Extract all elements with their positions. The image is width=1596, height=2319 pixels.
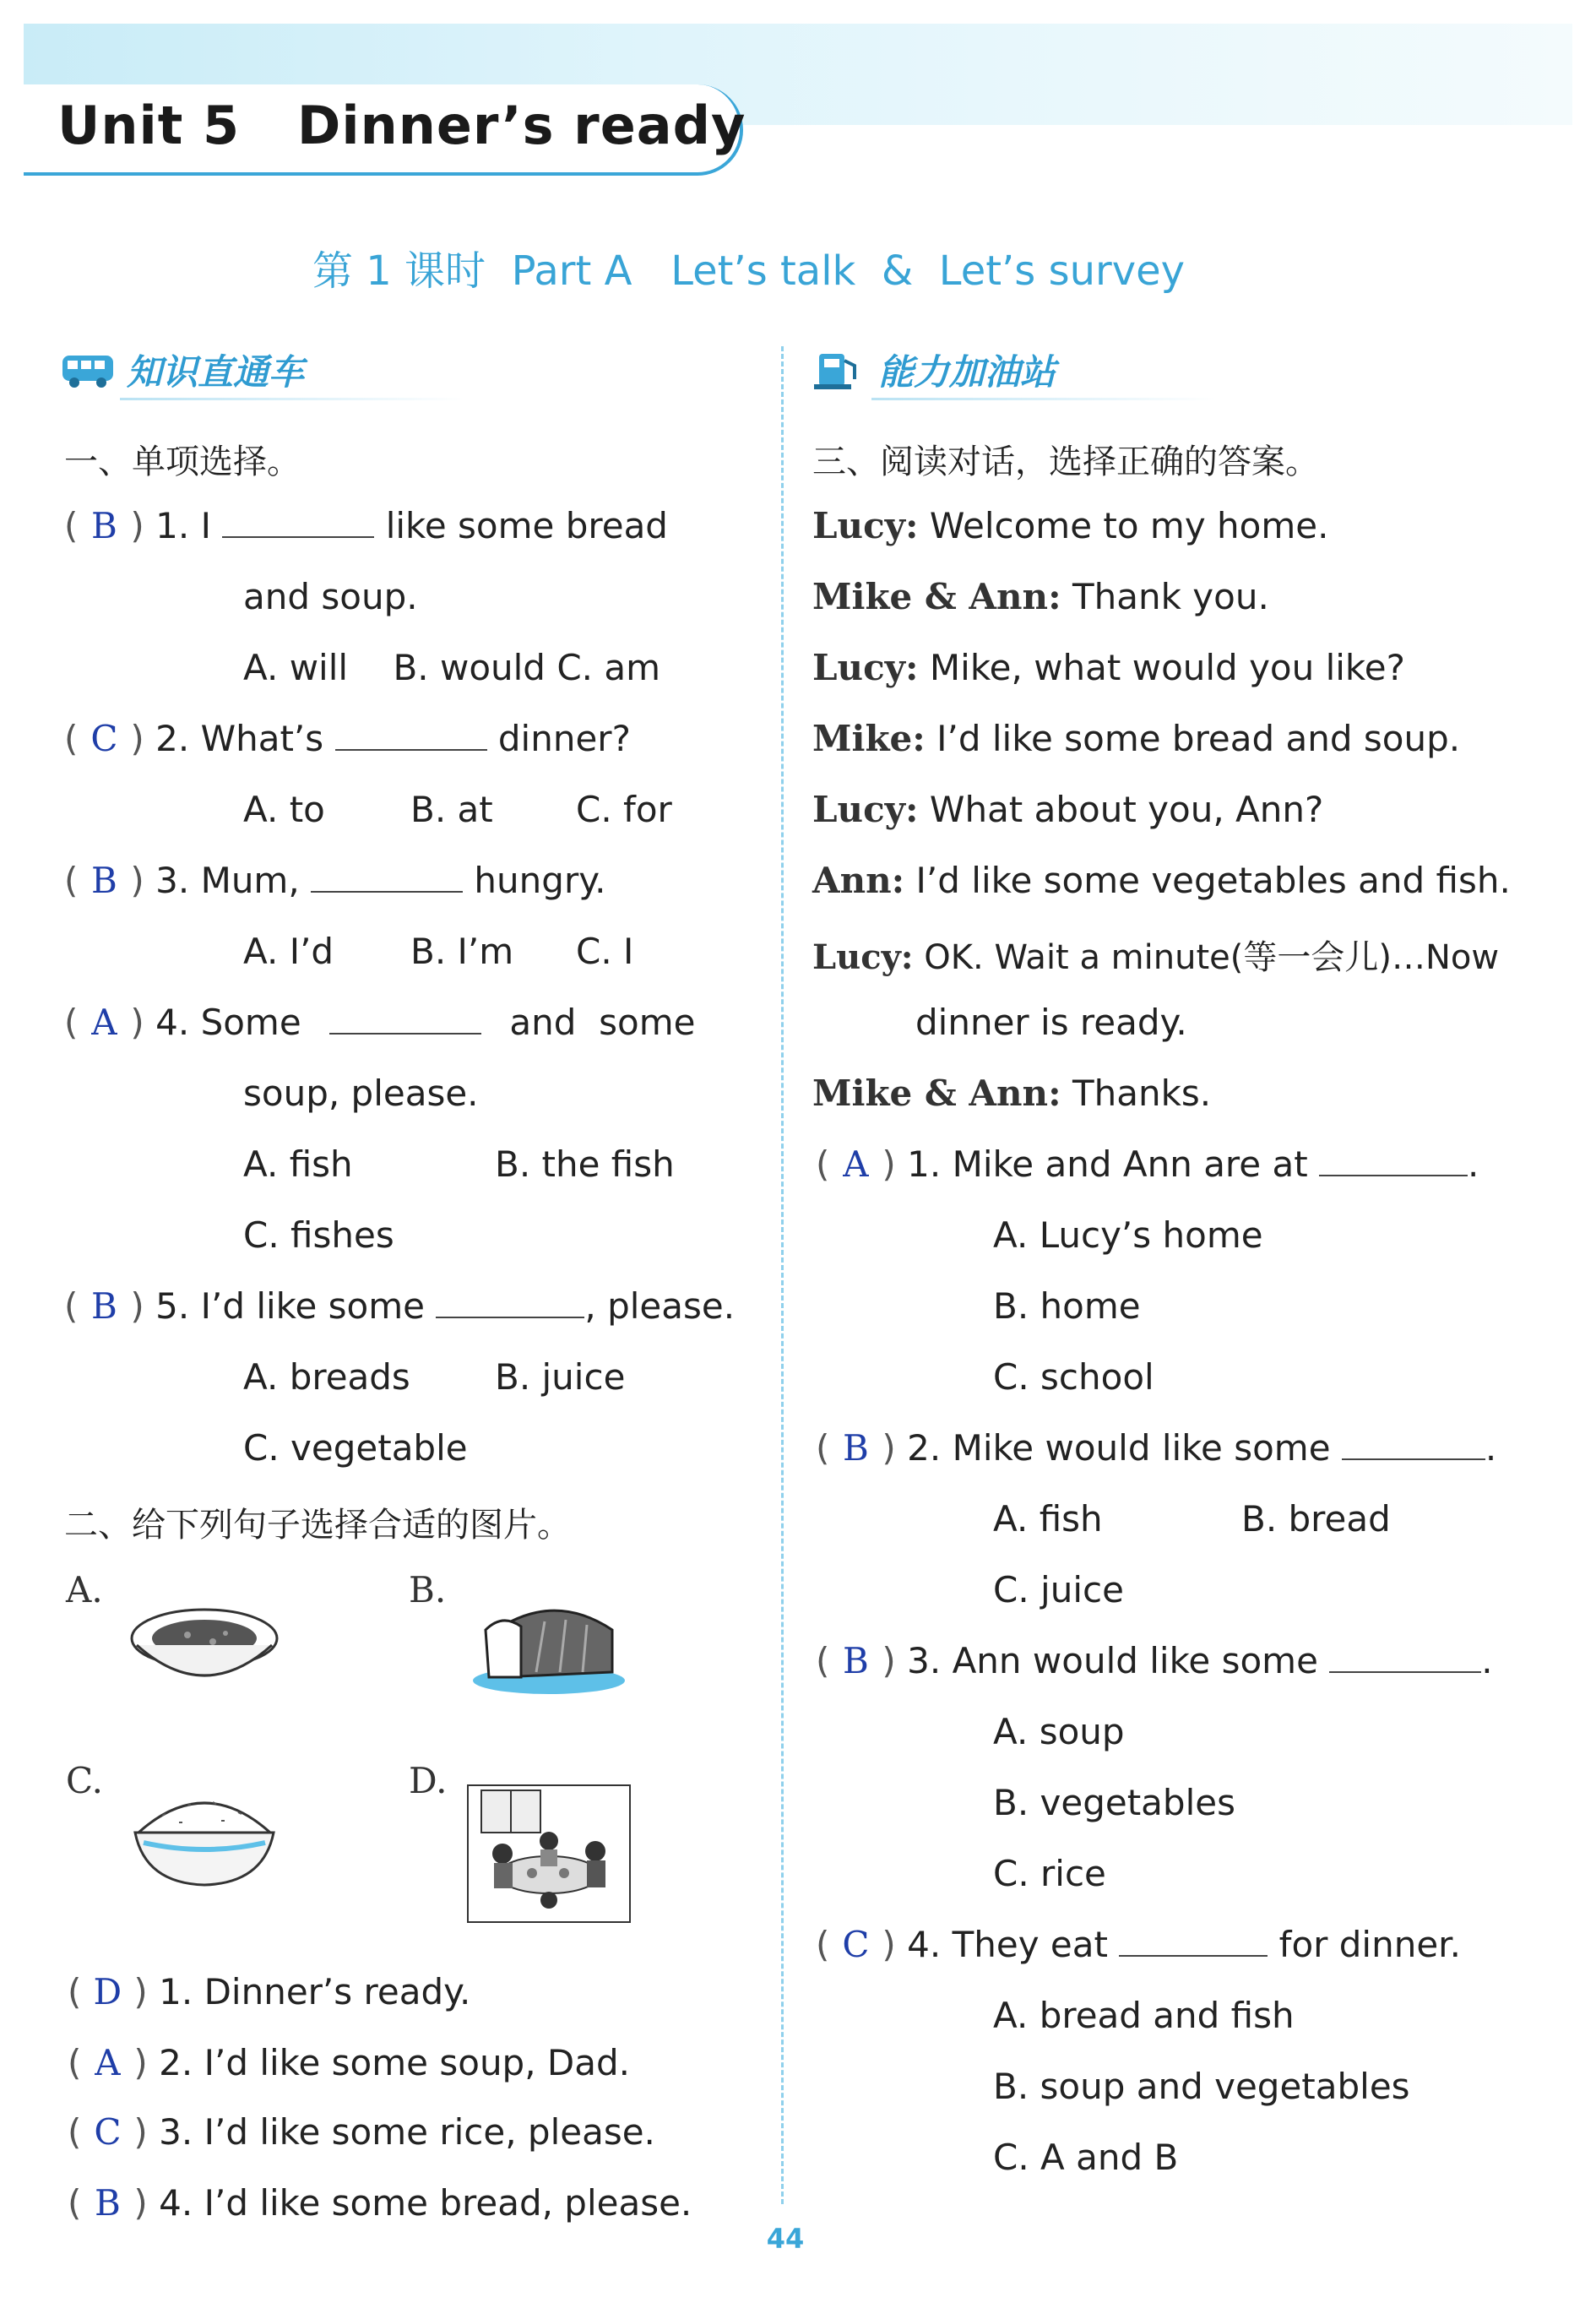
question-text: and some [509,1002,696,1043]
fuel-pump-icon [811,349,868,391]
option-b: B. at [410,789,493,830]
answer-blank [1319,1146,1468,1176]
question-number: 1. [907,1143,942,1185]
dialogue-line: Lucy: What about you, Ann? [812,789,1324,830]
answer: C [90,718,118,759]
option-c: C. A and B [993,2137,1179,2178]
section-title-knowledge: 知识直通车 [127,351,305,393]
option-c: C. rice [993,1853,1106,1894]
dialogue-line: dinner is ready. [915,1002,1187,1043]
sentence: I’d like some rice, please. [204,2111,655,2153]
question-text: Some [200,1002,301,1043]
option-b: B. the fish [495,1143,675,1185]
matching-item-4: ( B ) 4. I’d like some bread, please. [68,2182,692,2224]
answer: C [94,2111,122,2153]
question-number: 3. [155,860,190,901]
dialogue-line: Ann: I’d like some vegetables and fish. [812,860,1511,901]
option-a: A. I’d [243,931,334,972]
option-c: C. vegetable [243,1427,468,1469]
section-title-ability: 能力加油站 [878,351,1056,393]
question-text: Mum, [200,860,300,901]
question-number: 2. [159,2042,193,2083]
answer-blank [1329,1643,1481,1673]
question-text: hungry. [474,860,606,901]
lesson-title: 第 1 课时 Part A Let’s talk & Let’s survey [312,247,1186,295]
question-text: like some bread [385,505,668,546]
sentence: I’d like some soup, Dad. [204,2042,631,2083]
question-1: ( B ) 1. I like some bread [64,505,668,546]
question-3: ( B ) 3. Mum, hungry. [64,860,606,901]
option-b: B. juice [495,1356,626,1398]
answer-blank [1342,1430,1485,1460]
dialogue-line: Mike & Ann: Thank you. [812,576,1269,617]
option-b: B. I’m [410,931,514,972]
picture-label-b: B. [409,1569,447,1610]
answer: C [842,1924,870,1965]
question-number: 5. [155,1285,190,1327]
family-dinner-image [464,1782,633,1925]
question-number: 1. [155,505,190,546]
question-number: 4. [155,1002,190,1043]
reading-question-1: ( A ) 1. Mike and Ann are at . [816,1143,1479,1185]
answer: B [90,1285,117,1327]
answer-blank [1119,1926,1268,1957]
question-text: for dinner. [1278,1924,1461,1965]
option-a: A. fish [243,1143,353,1185]
matching-item-3: ( C ) 3. I’d like some rice, please. [68,2111,655,2153]
answer: B [842,1640,869,1681]
part1-heading: 一、单项选择。 [64,443,301,481]
unit-title: Unit 5 Dinner’s ready [57,95,746,156]
answer: A [843,1143,869,1185]
question-number: 3. [907,1640,942,1681]
section-header-ability [811,345,1216,395]
option-c: C. for [576,789,672,830]
section-underline [871,398,1216,400]
answer: B [842,1427,869,1469]
question-text: I [200,505,211,546]
question-2: ( C ) 2. What’s dinner? [64,718,631,759]
answer-blank [335,720,487,751]
question-number: 4. [159,2182,193,2224]
question-1-options: A. will B. would C. am [243,647,660,688]
answer-blank [311,862,463,893]
page-number: 44 [766,2223,805,2255]
option-b: B. vegetables [993,1782,1235,1823]
matching-item-2: ( A ) 2. I’d like some soup, Dad. [68,2042,631,2083]
dialogue-line: Lucy: Mike, what would you like? [812,647,1405,688]
question-text: What’s [200,718,324,759]
dialogue-line: Mike & Ann: Thanks. [812,1073,1212,1114]
option-b: B. soup and vegetables [993,2066,1410,2107]
dialogue-line: Lucy: Welcome to my home. [812,505,1329,546]
picture-label-d: D. [409,1760,448,1801]
question-number: 3. [159,2111,193,2153]
question-4: ( A ) 4. Some and some [64,1002,696,1043]
dialogue-line: Mike: I’d like some bread and soup. [812,718,1461,759]
dialogue-line: Lucy: OK. Wait a minute(等一会儿)…Now [812,937,1500,977]
picture-label-a: A. [66,1569,103,1610]
sentence: I’d like some bread, please. [204,2182,692,2224]
option-b: B. home [993,1285,1141,1327]
question-number: 4. [907,1924,942,1965]
question-5: ( B ) 5. I’d like some , please. [64,1285,736,1327]
matching-item-1: ( D ) 1. Dinner’s ready. [68,1971,471,2012]
bread-image [469,1596,629,1697]
reading-question-4: ( C ) 4. They eat for dinner. [816,1924,1461,1965]
answer: B [90,860,117,901]
soup-bowl-image [128,1605,280,1697]
bus-icon [59,349,117,391]
part2-heading: 二、给下列句子选择合适的图片。 [64,1506,571,1545]
question-number: 2. [155,718,190,759]
question-number: 1. [159,1971,193,2012]
answer-blank [436,1288,584,1318]
reading-question-2: ( B ) 2. Mike would like some . [816,1427,1497,1469]
section-header-knowledge [59,345,464,395]
answer-blank [222,508,374,538]
option-c: C. fishes [243,1214,394,1256]
answer: A [95,2042,121,2083]
question-text: Ann would like some [952,1640,1318,1681]
option-a: A. breads [243,1356,410,1398]
question-number: 2. [907,1427,942,1469]
reading-question-3: ( B ) 3. Ann would like some . [816,1640,1493,1681]
answer: D [93,1971,122,2012]
question-4-continued: soup, please. [243,1073,479,1114]
answer: A [91,1002,117,1043]
option-a: A. Lucy’s home [993,1214,1263,1256]
option-c: C. I [576,931,634,972]
option-a: A. to [243,789,325,830]
question-1-continued: and soup. [243,576,418,617]
section-underline [120,398,464,400]
sentence: Dinner’s ready. [204,1971,471,2012]
part3-heading: 三、阅读对话，选择正确的答案。 [812,443,1319,481]
answer: B [90,505,117,546]
question-text: Mike would like some [952,1427,1331,1469]
question-text: They eat [952,1924,1108,1965]
picture-label-c: C. [66,1760,103,1801]
option-b: B. bread [1241,1498,1391,1540]
question-text: dinner? [497,718,631,759]
answer: B [94,2182,121,2224]
question-text: , please. [584,1285,736,1327]
answer-blank [329,1004,481,1035]
option-c: C. school [993,1356,1154,1398]
question-text: I’d like some [200,1285,426,1327]
option-a: A. soup [993,1711,1125,1752]
option-a: A. fish [993,1498,1103,1540]
column-divider [781,346,784,2204]
question-text: Mike and Ann are at [952,1143,1308,1185]
option-a: A. bread and fish [993,1995,1295,2036]
option-c: C. juice [993,1569,1124,1610]
rice-bowl-image [128,1782,280,1892]
